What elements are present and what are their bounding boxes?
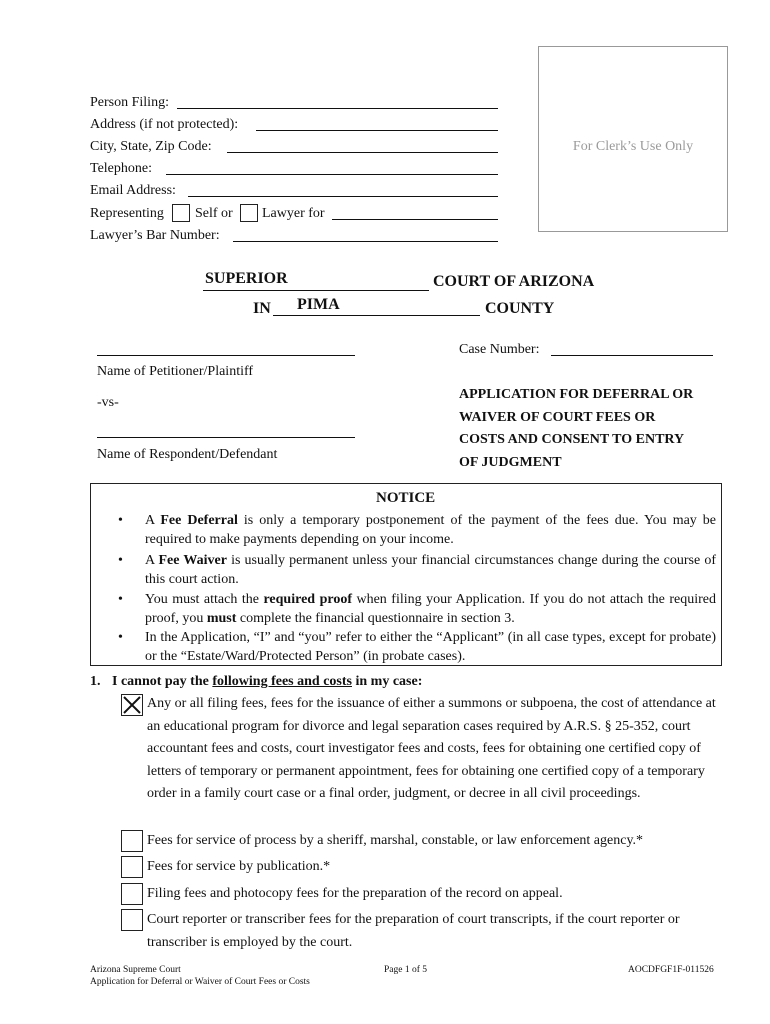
fee-checkbox[interactable]: [121, 856, 143, 878]
petitioner-field[interactable]: [97, 355, 355, 356]
case-number-field[interactable]: [551, 355, 713, 356]
footer-page-number: Page 1 of 5: [384, 965, 428, 975]
self-label: Self or: [195, 206, 233, 221]
form-title: [459, 384, 693, 474]
petitioner-label: Name of Petitioner/Plaintiff: [97, 364, 254, 379]
notice-bullet-text: In the Application, “I” and “you” refer to either the “Applicant” (in all case types, except for probate) or the “Estate/Ward/Protected Person” (in probate cases).: [145, 630, 716, 664]
footer-court: Arizona Supreme Court: [90, 965, 181, 975]
self-checkbox[interactable]: [172, 204, 190, 222]
court-name-value[interactable]: SUPERIOR: [205, 270, 288, 287]
notice-bullet-text: You must attach the required proof when filing your Application. If you do not attach the required proof, you must complete the financial questionnaire in section 3.: [145, 592, 716, 626]
in-label: IN: [253, 300, 271, 317]
notice-bullet: [120, 551, 716, 589]
section-number: 1.: [90, 674, 101, 689]
form-title-line: APPLICATION FOR DEFERRAL OR: [459, 387, 694, 402]
county-value[interactable]: PIMA: [297, 296, 340, 313]
address-field[interactable]: [256, 130, 498, 131]
fee-item-text: Filing fees and photocopy fees for the preparation of the record on appeal.: [147, 886, 563, 901]
fee-checkbox[interactable]: [121, 883, 143, 905]
notice-bullet: [120, 628, 716, 666]
form-title-line: WAIVER OF COURT FEES OR: [459, 409, 656, 425]
fee-item-text: Court reporter or transcriber fees for the preparation of court transcripts, if the court reporter or transcriber is employed by the court.: [147, 912, 680, 950]
footer-form-name: Application for Deferral or Waiver of Court Fees or Costs: [90, 977, 310, 987]
fee-item-text: Fees for service of process by a sheriff, marshal, constable, or law enforcement agency.*: [147, 833, 644, 848]
fee-item-text: Fees for service by publication.*: [147, 859, 331, 874]
footer-left: [90, 964, 310, 988]
footer-form-code: AOCDFGF1F-011526: [628, 965, 714, 975]
bullet-icon: •: [118, 592, 123, 607]
form-title-line: COSTS AND CONSENT TO ENTRY: [459, 432, 685, 447]
clerk-use-box: [538, 46, 728, 232]
case-number-label: Case Number:: [459, 342, 540, 357]
county-line: [273, 315, 480, 316]
notice-bullet-text: A Fee Waiver is usually permanent unless your financial circumstances change during the course of this court action.: [145, 553, 716, 587]
lawyer-checkbox[interactable]: [240, 204, 258, 222]
bullet-icon: •: [118, 513, 123, 528]
court-of-arizona: COURT OF ARIZONA: [433, 273, 595, 290]
city-field[interactable]: [227, 152, 498, 153]
representing-label: Representing: [90, 206, 164, 221]
address-label: Address (if not protected):: [90, 117, 239, 132]
respondent-field[interactable]: [97, 437, 355, 438]
vs-label: -vs-: [97, 395, 119, 410]
respondent-label: Name of Respondent/Defendant: [97, 447, 278, 462]
person-filing-field[interactable]: [177, 108, 498, 109]
telephone-label: Telephone:: [90, 161, 152, 176]
form-title-line: OF JUDGMENT: [459, 454, 562, 470]
bullet-icon: •: [118, 553, 123, 568]
bar-number-field[interactable]: [233, 241, 498, 242]
court-name-line: [203, 290, 429, 291]
telephone-field[interactable]: [166, 174, 498, 175]
city-label: City, State, Zip Code:: [90, 139, 212, 154]
fee-checkbox[interactable]: [121, 830, 143, 852]
county-label: COUNTY: [485, 300, 555, 317]
lawyer-for-label: Lawyer for: [262, 206, 325, 221]
bullet-icon: •: [118, 630, 123, 645]
lawyer-for-field[interactable]: [332, 219, 498, 220]
bar-number-label: Lawyer’s Bar Number:: [90, 228, 220, 243]
notice-heading: NOTICE: [376, 490, 436, 506]
fee-checkbox-checked[interactable]: [121, 694, 143, 716]
notice-bullet-text: A Fee Deferral is only a temporary postponement of the payment of the fees due. You may be required to make payments depending on your income.: [145, 513, 717, 547]
section-1-heading: 1. I cannot pay the following fees and costs in my case:: [90, 674, 423, 689]
email-field[interactable]: [188, 196, 498, 197]
fee-item-text: Any or all filing fees, fees for the issuance of either a summons or subpoena, the cost of attendance at an educational program for divorce and legal separation cases required by A.R.S. § 25-352, court accountant fees and costs, court investigator fees and costs, fees for obtaining one certified copy of letters of temporary or permanent appointment, fees for obtaining one certified copy of a temporary order in a family court case or a final order, judgment, or decree in all civil proceedings.: [147, 696, 716, 801]
person-filing-label: Person Filing:: [90, 95, 169, 110]
check-x-icon: [122, 695, 142, 715]
fee-checkbox[interactable]: [121, 909, 143, 931]
email-label: Email Address:: [90, 183, 176, 198]
clerk-use-label: For Clerk’s Use Only: [572, 139, 694, 154]
notice-bullet: [120, 590, 716, 628]
notice-bullet: [120, 511, 716, 549]
